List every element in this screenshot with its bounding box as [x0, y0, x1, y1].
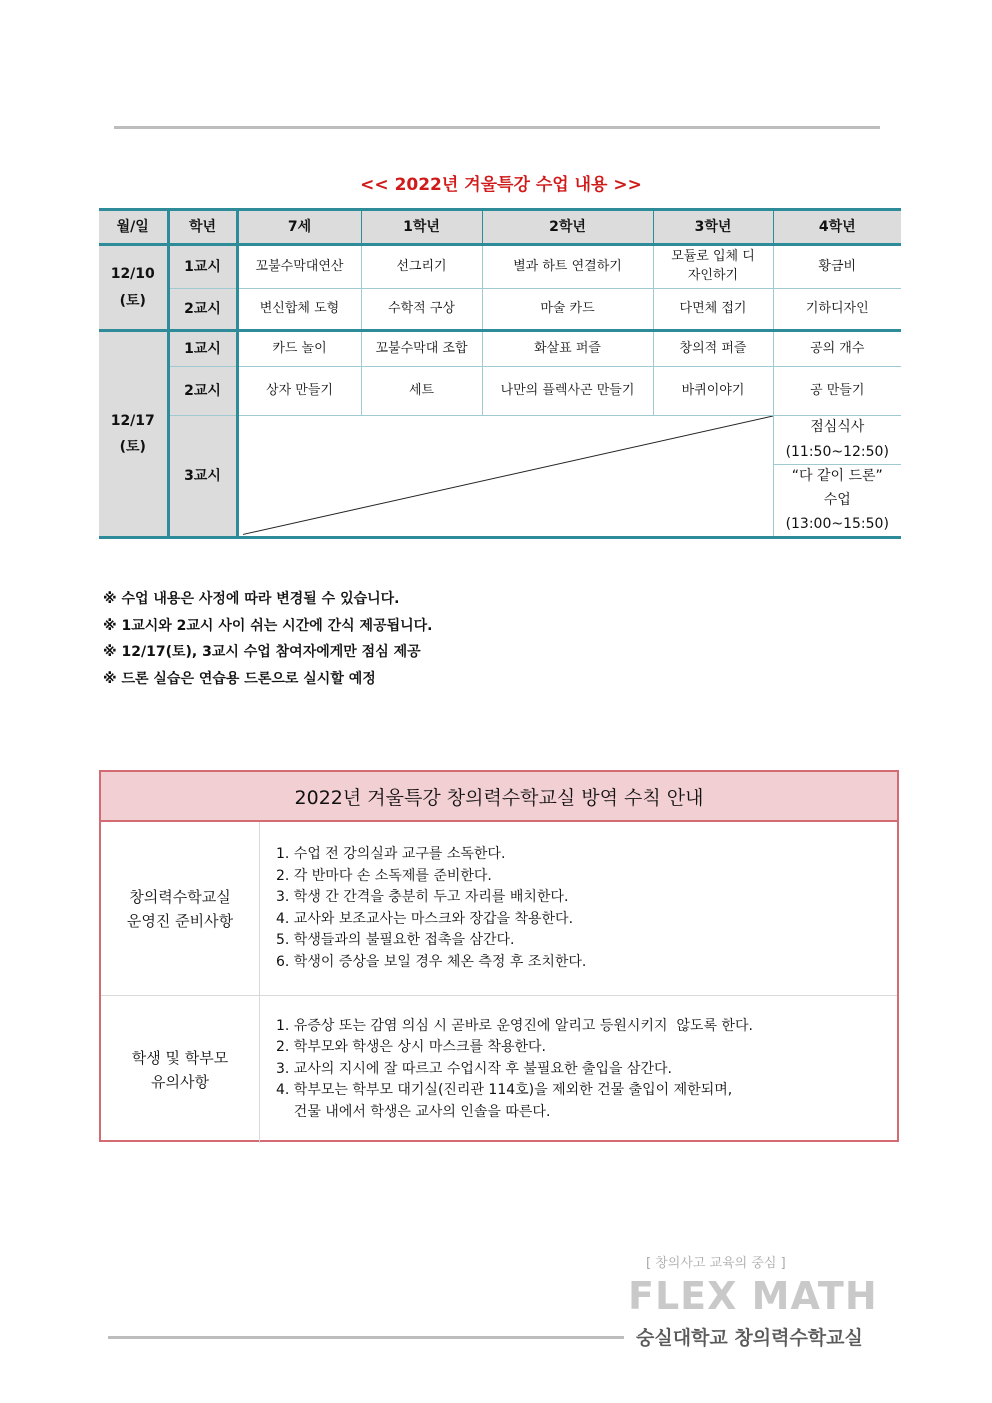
- class-cell: 창의적 퍼즐: [653, 331, 773, 367]
- organization-name: 숭실대학교 창의력수학교실: [636, 1327, 863, 1349]
- header-grade1: 1학년: [361, 210, 482, 245]
- date-label: 12/17: [110, 412, 155, 429]
- parents-rules-row: [101, 996, 897, 1143]
- class-cell: 꼬불수막대 조합: [361, 331, 482, 367]
- period-label: 1교시: [168, 245, 237, 289]
- class-cell: 선그리기: [361, 245, 482, 289]
- brand-tagline: [ 창의사고 교육의 중심 ]: [646, 1256, 786, 1271]
- list-item: 1. 수업 전 강의실과 교구를 소독한다.: [276, 846, 506, 862]
- schedule-table: [99, 208, 901, 539]
- lunch-time: (11:50~12:50): [785, 443, 889, 460]
- class-cell: 상자 만들기: [237, 367, 361, 415]
- parents-label-line: 유의사항: [151, 1072, 209, 1091]
- list-item: 4. 학부모는 학부모 대기실(진리관 114호)을 제외한 건물 출입이 제한되며,: [276, 1082, 733, 1099]
- list-item: 2. 학부모와 학생은 상시 마스크를 착용한다.: [276, 1039, 546, 1056]
- header-date: 월/일: [99, 210, 168, 245]
- quarantine-rules-box: [99, 770, 899, 1142]
- class-cell: 꼬불수막대연산: [237, 245, 361, 289]
- class-cell: 바퀴이야기: [653, 367, 773, 415]
- staff-label-line: 운영진 준비사항: [126, 911, 234, 930]
- schedule-header-row: [99, 210, 901, 245]
- drone-title: “다 같이 드론”: [791, 468, 883, 485]
- note-item: ※ 수업 내용은 사정에 따라 변경될 수 있습니다.: [103, 591, 400, 607]
- schedule-title: << 2022년 겨울특강 수업 내용 >>: [360, 175, 642, 195]
- period-label: 2교시: [168, 289, 237, 331]
- staff-rules-row: [101, 822, 897, 996]
- drone-subtitle: 수업: [823, 492, 851, 509]
- list-item: 1. 유증상 또는 감염 의심 시 곧바로 운영진에 알리고 등원시키지 않도록 한다.: [276, 1017, 753, 1034]
- note-item: ※ 1교시와 2교시 사이 쉬는 시간에 간식 제공됩니다.: [103, 617, 433, 634]
- table-row: [99, 289, 901, 331]
- staff-rules-list: [260, 822, 897, 995]
- date-label: 12/10: [110, 266, 155, 283]
- list-item: 5. 학생들과의 불필요한 접촉을 삼간다.: [276, 932, 515, 948]
- class-cell: 다면체 접기: [653, 289, 773, 331]
- table-row: [99, 331, 901, 367]
- list-item: 건물 내에서 학생은 교사의 인솔을 따른다.: [276, 1103, 551, 1120]
- lunch-block: [774, 416, 902, 464]
- drone-class-cell: [773, 415, 901, 537]
- class-cell: 별과 하트 연결하기: [482, 245, 653, 289]
- flex-math-logo: FLEX MATH: [628, 1274, 878, 1318]
- staff-rules-label: [101, 822, 260, 995]
- list-item: 2. 각 반마다 손 소독제를 준비한다.: [276, 867, 492, 884]
- header-grade: 학년: [168, 210, 237, 245]
- table-row: [99, 245, 901, 289]
- list-item: 6. 학생이 증상을 보일 경우 체온 측정 후 조치한다.: [276, 953, 587, 970]
- class-cell: [653, 245, 773, 289]
- drone-time: (13:00~15:50): [785, 516, 889, 533]
- parents-label-line: 학생 및 학부모: [131, 1048, 229, 1067]
- class-cell: 공의 개수: [773, 331, 901, 367]
- parents-rules-list: [260, 996, 897, 1143]
- class-cell: 카드 놀이: [237, 331, 361, 367]
- class-cell: 황금비: [773, 245, 901, 289]
- notes-list: [103, 586, 432, 692]
- parents-rules-label: [101, 996, 260, 1143]
- note-item: ※ 12/17(토), 3교시 수업 참여자에게만 점심 제공: [103, 644, 421, 660]
- list-item: 3. 학생 간 간격을 충분히 두고 자리를 배치한다.: [276, 889, 569, 905]
- class-cell: 변신합체 도형: [237, 289, 361, 331]
- class-cell: 화살표 퍼즐: [482, 331, 653, 367]
- header-grade4: 4학년: [773, 210, 901, 245]
- bottom-divider: [108, 1336, 624, 1339]
- weekday-label: (토): [119, 292, 146, 309]
- drone-block: [774, 464, 902, 536]
- staff-label-line: 창의력수학교실: [129, 887, 231, 906]
- weekday-label: (토): [119, 439, 146, 456]
- table-row: [99, 367, 901, 415]
- header-grade2: 2학년: [482, 210, 653, 245]
- rules-title: 2022년 겨울특강 창의력수학교실 방역 수칙 안내: [101, 772, 897, 822]
- empty-diagonal-cell: [237, 415, 773, 537]
- top-divider: [114, 126, 880, 129]
- period-label: 1교시: [168, 331, 237, 367]
- diagonal-slash: [239, 416, 773, 536]
- list-item: 4. 교사와 보조교사는 마스크와 장갑을 착용한다.: [276, 910, 574, 927]
- period-label: 2교시: [168, 367, 237, 415]
- date-cell-1210: [99, 245, 168, 331]
- class-cell: 세트: [361, 367, 482, 415]
- class-cell: 마술 카드: [482, 289, 653, 331]
- header-age7: 7세: [237, 210, 361, 245]
- list-item: 3. 교사의 지시에 잘 따르고 수업시작 후 불필요한 출입을 삼간다.: [276, 1060, 672, 1077]
- date-cell-1217: [99, 331, 168, 538]
- period-label: 3교시: [168, 415, 237, 537]
- class-cell: 수학적 구상: [361, 289, 482, 331]
- note-item: ※ 드론 실습은 연습용 드론으로 실시할 예정: [103, 670, 376, 687]
- class-cell: 기하디자인: [773, 289, 901, 331]
- header-grade3: 3학년: [653, 210, 773, 245]
- table-row: [99, 415, 901, 537]
- lunch-label: 점심식사: [810, 418, 865, 435]
- class-cell: 나만의 플렉사곤 만들기: [482, 367, 653, 415]
- class-cell-text: 모듈로 입체 디자인하기: [671, 249, 755, 284]
- class-cell: 공 만들기: [773, 367, 901, 415]
